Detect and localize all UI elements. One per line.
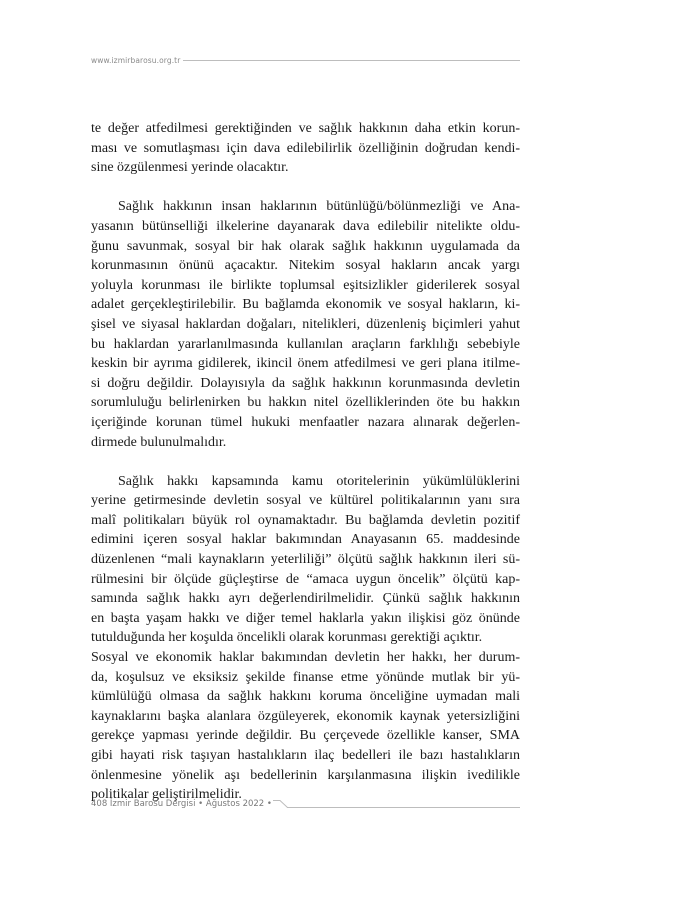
text-line: şisel ve siyasal haklardan doğaları, nitelikleri, düzenleniş biçimleri yahut [91, 316, 520, 332]
text-line: yerine getirmesinde devletin sosyal ve kültürel politikalarının yanı sıra [91, 493, 520, 509]
footer-text: 408 İzmir Barosu Dergisi • Ağustos 2022 • [91, 799, 272, 809]
text-line: Sosyal ve ekonomik haklar bakımından devletin her hakkı, her durum- [91, 650, 520, 666]
text-line: gibi hayati risk taşıyan hastalıkların ilaç bedelleri ile bazı hastalıkların [91, 748, 520, 763]
paragraph-gap [91, 178, 520, 198]
text-line: te değer atfedilmesi gerektiğinden ve sağlık hakkının daha etkin korun- [91, 121, 520, 136]
text-line: dirmede bulunulmalıdır. [91, 434, 227, 450]
paragraph-gap [91, 452, 520, 472]
text-line: sorumluluğu belirlenirken bu hakkın nitel özelliklerinden öte bu hakkın [91, 395, 520, 411]
text-line: yoluyla korunması ile birlikte toplumsal eşitsizlikler giderilerek sosyal [91, 277, 520, 293]
text-line: içeriğinde korunan tümel hukuki menfaatler nazara alınarak değerlen- [91, 414, 520, 430]
text-line: tutulduğunda her koşulda öncelikli olarak korunması gerektiği açıktır. [91, 630, 483, 646]
text-line: Sağlık hakkının insan haklarının bütünlüğü/bölünmezliği ve Ana- [118, 199, 520, 215]
text-line: gerekçe yapması yerinde değildir. Bu çerçevede özellikle kanser, SMA [91, 728, 520, 744]
text-line: önlenmesine yönelik aşı bedellerinin karşılanmasına ilişkin ivedilikle [91, 767, 520, 783]
text-line: keskin bir ayrıma gidilerek, ikincil önem atfedilmesi ve geri plana itilme- [91, 356, 520, 372]
paragraph-1 [91, 119, 520, 178]
text-line: kümlülüğü olmasa da sağlık hakkını koruma önceliğine uymadan mali [91, 689, 520, 705]
paragraph-2 [91, 197, 520, 452]
text-line: adalet gerçekleştirilebilir. Bu bağlamda ekonomik ve sosyal hakların, ki- [91, 297, 520, 313]
text-line: yasanın bütünselliği ilkelerine dayanarak dava edilebilir nitelikte oldu- [91, 218, 520, 234]
text-line: politikalar geliştirilmelidir. [91, 787, 242, 803]
text-line: sine özgülenmesi yerinde olacaktır. [91, 160, 289, 176]
text-line: Sağlık hakkı kapsamında kamu otoritelerinin yükümlülüklerini [118, 473, 520, 489]
text-line: edimini içeren sosyal haklar bakımından Anayasanın 65. maddesinde [91, 532, 520, 548]
text-line: ğunu savunmak, sosyal bir hak olarak sağlık hakkının uygulamada da [91, 238, 520, 254]
page-header [91, 54, 520, 66]
header-rule [183, 60, 520, 61]
paragraph-3 [91, 472, 520, 805]
text-line: bu haklardan yararlanılmasında kullanılan araçların farklılığı sebebiyle [91, 336, 520, 352]
text-line: korunmasının önünü açacaktır. Nitekim sosyal hakların ancak yargı [91, 258, 520, 274]
text-line: malî politikaları büyük rol oynamaktadır. Bu bağlamda devletin pozitif [91, 512, 520, 528]
text-line: da, koşulsuz ve eksiksiz şekilde finanse etme yönünde mutlak bir yü- [91, 669, 520, 685]
text-line: kaynaklarını başka alanlara özgüleyerek, ekonomik kaynak yetersizliğini [91, 708, 520, 724]
text-line: en başta yaşam hakkı ve diğer temel haklarla yakın ilişkisi göz önünde [91, 610, 520, 626]
body-text [91, 119, 520, 805]
text-line: düzenlenen “mali kaynakların yeterliliği” ölçütü sağlık hakkının ileri sü- [91, 552, 520, 568]
text-line: samında sağlık hakkı ayrı değerlendirilmelidir. Çünkü sağlık hakkının [91, 591, 520, 607]
footer-rule [287, 807, 520, 808]
text-line: rülmesini bir ölçüde güçleştirse de “amaca uygun öncelik” ölçütü kap- [91, 571, 520, 587]
header-url: www.izmirbarosu.org.tr [91, 55, 181, 65]
text-line: ması ve somutlaşması için dava edilebilirlik özelliğinin doğrudan kendi- [91, 140, 520, 156]
page-footer [91, 799, 520, 813]
text-line: si doğru değildir. Dolayısıyla da sağlık hakkının korunmasında devletin [91, 375, 520, 391]
footer-notch-decoration [273, 800, 288, 808]
